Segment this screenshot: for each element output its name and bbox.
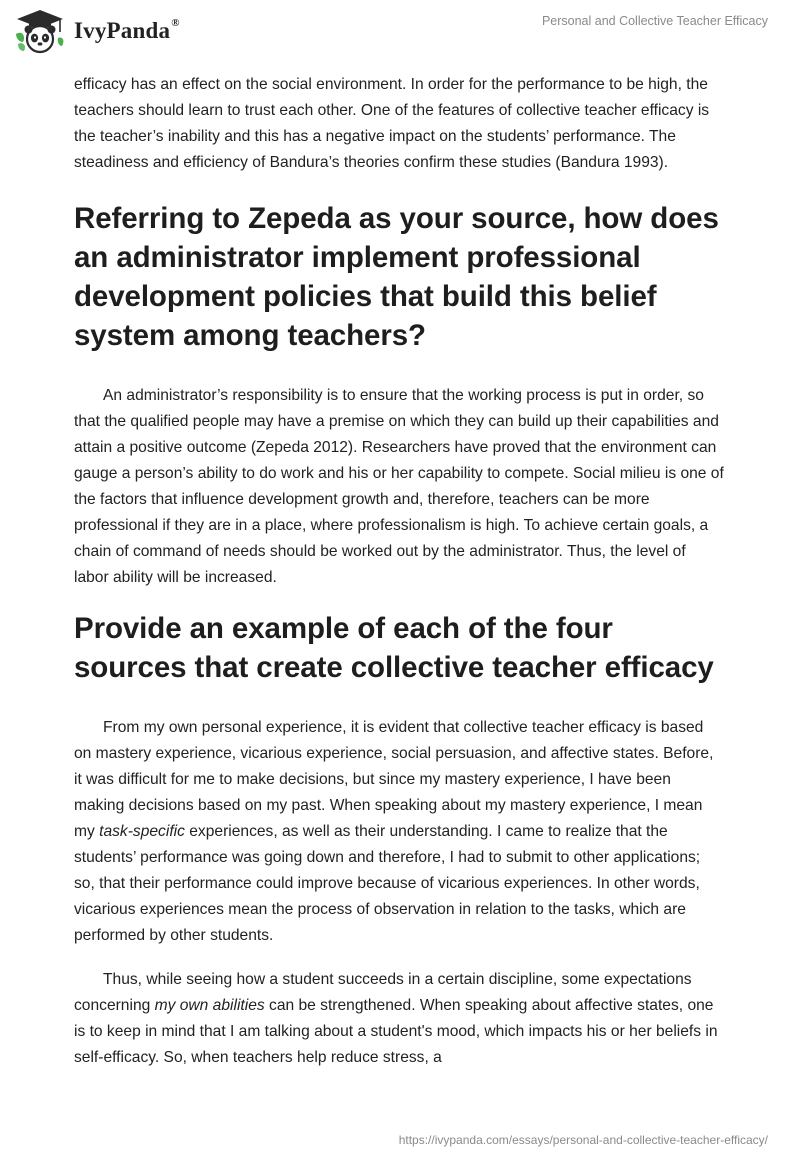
- section-heading-zepeda: Referring to Zepeda as your source, how does an administrator implement professional development policies that build this belief system among teachers?: [74, 202, 719, 352]
- paragraph-administrator: An administrator’s responsibility is to ensure that the working process is put in order, so that the qualified people may have a premise on which they can build up their capabilities and attain a positive outcome (Zepeda 2012). Researchers have proved that the environment can gauge a person’s ability to do work and his or her capability to compete. Social milieu is one of the factors that influence development growth and, therefore, teachers can be more professional if they are in a place, where professionalism is high. To achieve certain goals, a chain of command of needs should be worked out by the administrator. Thus, the level of labor ability will be increased.: [74, 387, 724, 586]
- document-title: Personal and Collective Teacher Efficacy: [541, 14, 768, 28]
- section-heading-four-sources: Provide an example of each of the four sources that create collective teacher efficacy: [74, 612, 714, 684]
- essay-body: [74, 72, 724, 1071]
- ivypanda-logo[interactable]: [14, 8, 180, 54]
- paragraph-affective-states: Thus, while seeing how a student succeeds in a certain discipline, some expectations concerning my own abilities can be strengthened. When speaking about affective states, one is to keep in mind that I am talking about a student's mood, which impacts his or her beliefs in self-efficacy. So, when teachers help reduce stress, a: [74, 971, 718, 1066]
- source-url-link[interactable]: https://ivypanda.com/essays/personal-and-collective-teacher-efficacy/: [398, 1133, 768, 1147]
- paragraph-personal-experience: From my own personal experience, it is evident that collective teacher efficacy is based on mastery experience, vicarious experience, social persuasion, and affective states. Before, it was difficult for me to make decisions, but since my mastery experience, I have been making decisions based on my past. When speaking about my mastery experience, I mean my task-specific experiences, as well as their understanding. I came to realize that the students’ performance was going down and therefore, I had to submit to other applications; so, that their performance could improve because of vicarious experiences. In other words, vicarious experiences mean the process of observation in relation to the tasks, which are performed by other students.: [74, 719, 714, 944]
- paragraph-continuation: efficacy has an effect on the social environment. In order for the performance to be high, the teachers should learn to trust each other. One of the features of collective teacher efficacy is the teacher’s inability and this has a negative impact on the students’ performance. The steadiness and efficiency of Bandura’s theories confirm these studies (Bandura 1993).: [74, 76, 710, 171]
- emphasis-task-specific: task-specific: [99, 823, 185, 840]
- page-header: [0, 0, 800, 70]
- panda-graduate-icon: [14, 8, 66, 54]
- emphasis-own-abilities: my own abilities: [154, 997, 265, 1014]
- logo-wordmark: IvyPanda®: [74, 17, 180, 43]
